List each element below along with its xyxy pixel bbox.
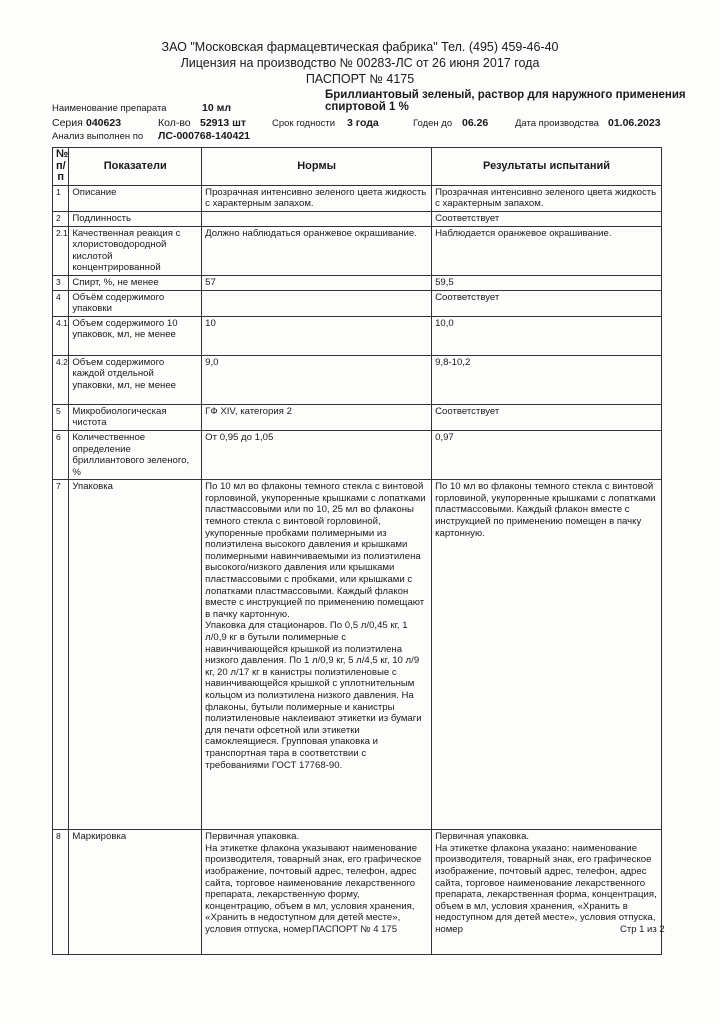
col-indicator-header: Показатели [69,148,202,186]
cell-number: 3 [53,275,69,290]
cell-indicator: Микробиологическая чистота [69,404,202,430]
cell-norm: ГФ XIV, категория 2 [202,404,432,430]
cell-number: 4.1 [53,316,69,355]
name-label: Наименование препарата [52,103,167,114]
series-label: Серия [52,117,83,129]
cell-result: 10,0 [432,316,662,355]
shelf-value: 3 года [347,117,379,129]
cell-norm: 9,0 [202,355,432,404]
cell-result: Наблюдается оранжевое окрашивание. [432,226,662,275]
table-row [53,226,662,275]
cell-result: 0,97 [432,430,662,479]
cell-result: 59,5 [432,275,662,290]
company-line: ЗАО "Московская фармацевтическая фабрика" Тел. (495) 459-46-40 [161,40,559,54]
cell-result: Соответствует [432,211,662,226]
col-norm-header: Нормы [202,148,432,186]
cell-indicator: Описание [69,185,202,211]
cell-number: 2 [53,211,69,226]
cell-indicator: Объем содержимого каждой отдельной упаковки, мл, не менее [69,355,202,404]
table-row [53,830,662,955]
cell-norm: Первичная упаковка. На этикетке флакона указывают наименование производителя, товарный знак, его графическое изображение, почтовый адрес, телефон, адрес сайта, торговое наименование лекарственного препарата, лекарственную форму, концентрацию, объем в мл, условия хранения, «Хранить в недоступном для детей месте», условия отпуска, номер [202,830,432,955]
table-row [53,185,662,211]
cell-indicator: Количественное определение бриллиантового зеленого, % [69,430,202,479]
cell-number: 7 [53,480,69,830]
cell-number: 4.2 [53,355,69,404]
cell-indicator: Качественная реакция с хлористоводородной кислотой концентрированной [69,226,202,275]
cell-indicator: Подлинность [69,211,202,226]
cell-norm: Должно наблюдаться оранжевое окрашивание. [202,226,432,275]
table-row [53,290,662,316]
product-name: Бриллиантовый зеленый, раствор для наружного применения спиртовой 1 % [325,89,686,113]
passport-title: ПАСПОРТ № 4175 [305,72,415,86]
table-row [53,316,662,355]
series-value: 040623 [86,117,122,129]
cell-norm: 57 [202,275,432,290]
prod-label: Дата производства [515,118,599,129]
table-row [53,430,662,479]
table-row [53,275,662,290]
cell-indicator: Спирт, %, не менее [69,275,202,290]
analysis-label: Анализ выполнен по [52,131,144,142]
cell-result: Соответствует [432,404,662,430]
prod-value: 01.06.2023 [608,117,661,129]
cell-result: Прозрачная интенсивно зеленого цвета жидкость с характерным запахом. [432,185,662,211]
cell-result: По 10 мл во флаконы темного стекла с винтовой горловиной, укупоренные крышками с лопатками пластмассовыми. Каждый флакон вместе с инструкцией по применению помещен в пачку картонную. [432,480,662,830]
cell-number: 4 [53,290,69,316]
cell-number: 1 [53,185,69,211]
cell-result: 9,8-10,2 [432,355,662,404]
cell-indicator: Маркировка [69,830,202,955]
license-line: Лицензия на производство № 00283-ЛС от 26 июня 2017 года [180,56,540,70]
page-number: Стр 1 из 2 [620,924,665,935]
col-number-header: № п/п [53,148,69,186]
qty-label: Кол-во [158,117,191,129]
qty-value: 52913 шт [200,117,247,129]
cell-result: Первичная упаковка. На этикетке флакона указано: наименование производителя, товарный знак, его графическое изображение, почтовый адрес, телефон, адрес сайта, торговое наименование лекарственного препарата, лекарственная форма, концентрация, объем в мл, условия хранения, «Хранить в недоступном для детей месте», условия отпуска, номер [432,830,662,955]
analysis-value: ЛС-000768-140421 [158,130,251,142]
table-row [53,404,662,430]
valid-label: Годен до [413,118,453,129]
cell-norm [202,211,432,226]
cell-indicator: Объём содержимого упаковки [69,290,202,316]
cell-number: 8 [53,830,69,955]
cell-norm: По 10 мл во флаконы темного стекла с винтовой горловиной, укупоренные крышками с лопатками пластмассовыми или по 10, 25 мл во флаконы темного стекла с винтовой горловиной, укупоренные пробками полимерными из полиэтилена высокого давления и крышками полимерными навинчиваемыми из полиэтилена высокого/низкого давления или крышками пластмассовыми с пробками, или крышками с лопатками пластмассовыми. Каждый флакон вместе с инструкцией по применению помещают в пачку картонную. Упаковка для стационаров. По 0,5 л/0,45 кг, 1 л/0,9 кг в бутыли полимерные с навинчивающейся крышкой из полиэтилена низкого давления. По 1 л/0,9 кг, 5 л/4,5 кг, 10 л/9 кг, 20 л/17 кг в канистры полиэтиленовые с навинчивающейся крышкой с уплотнительным кольцом из полиэтилена низкого давления. На флаконы, бутыли полимерные и канистры полиэтиленовые наклеивают этикетки из бумаги для печати офсетной или этикетки самоклеящиеся. Групповая упаковка и транспортная тара в соответствии с требованиями ГОСТ 17768-90. [202,480,432,830]
cell-indicator: Объем содержимого 10 упаковок, мл, не менее [69,316,202,355]
footer-passport: ПАСПОРТ № 4 175 [312,924,397,935]
cell-norm: Прозрачная интенсивно зеленого цвета жидкость с характерным запахом. [202,185,432,211]
cell-norm: 10 [202,316,432,355]
table-row [53,211,662,226]
volume-value: 10 мл [202,102,232,114]
table-header-row [53,148,662,186]
col-result-header: Результаты испытаний [432,148,662,186]
shelf-label: Срок годности [272,118,336,129]
cell-number: 2.1 [53,226,69,275]
cell-norm: От 0,95 до 1,05 [202,430,432,479]
specs-table [52,147,662,955]
cell-result: Соответствует [432,290,662,316]
cell-norm [202,290,432,316]
valid-value: 06.26 [462,117,489,129]
table-row [53,480,662,830]
cell-indicator: Упаковка [69,480,202,830]
cell-number: 6 [53,430,69,479]
table-row [53,355,662,404]
cell-number: 5 [53,404,69,430]
